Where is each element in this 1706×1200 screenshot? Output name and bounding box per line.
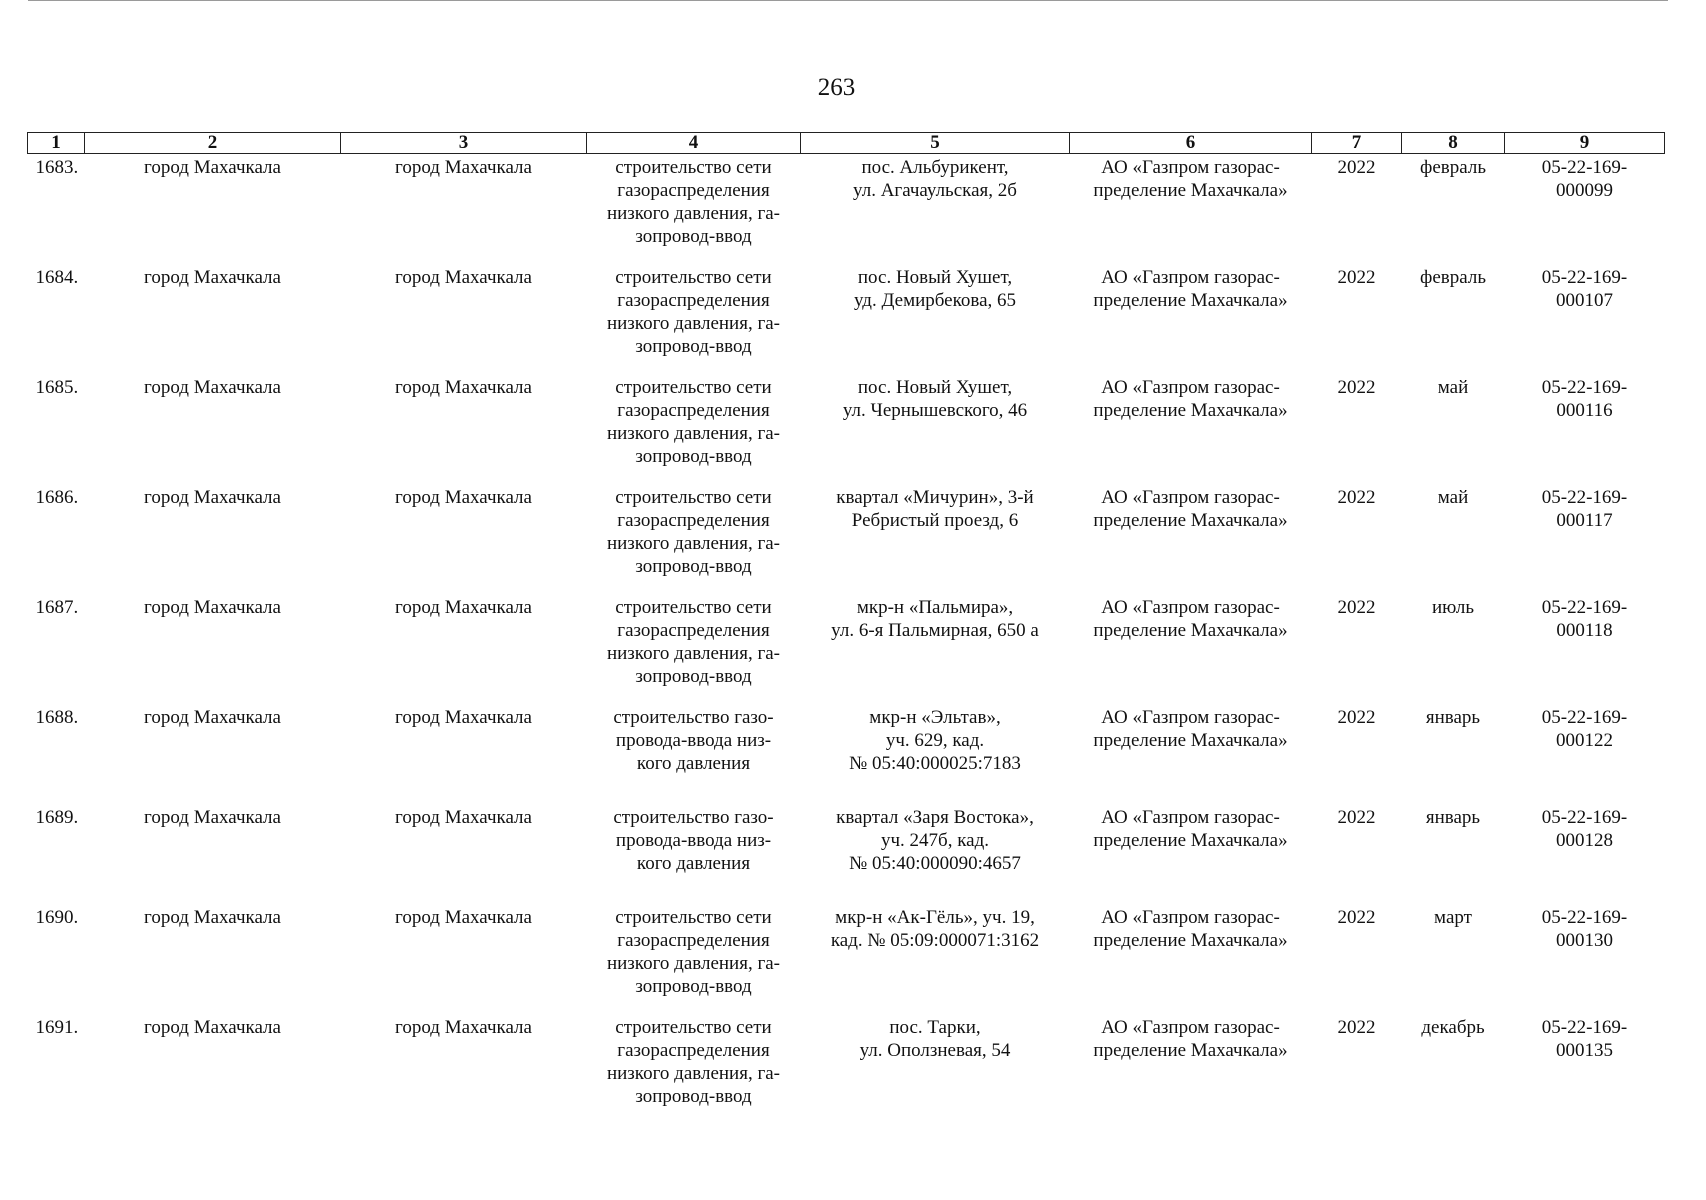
code-cell: 05-22-169- 000107 <box>1541 266 1628 311</box>
column-header-3: 3 <box>341 133 587 154</box>
address-cell: мкр-н «Эльтав», уч. 629, кад. № 05:40:000025:7183 <box>849 706 1021 774</box>
code-cell: 05-22-169- 000130 <box>1541 906 1628 951</box>
table-row <box>28 904 1665 1014</box>
column-header-7: 7 <box>1312 133 1402 154</box>
month-cell: февраль <box>1420 157 1486 178</box>
settlement-cell: город Махачкала <box>395 1016 532 1038</box>
code-cell: 05-22-169- 000118 <box>1541 596 1628 641</box>
municipality-cell: город Махачкала <box>144 266 281 288</box>
address-cell: пос. Альбурикент, ул. Агачаульская, 2б <box>853 157 1017 201</box>
object-cell: строительство сети газораспределения низкого давления, га- зопровод-ввод <box>606 266 781 357</box>
municipality-cell: город Махачкала <box>144 906 281 928</box>
month-cell: май <box>1437 486 1469 508</box>
organization-cell: АО «Газпром газорас- пределение Махачкала» <box>1093 596 1288 641</box>
year-cell: 2022 <box>1337 1016 1376 1038</box>
column-header-1: 1 <box>28 133 85 154</box>
month-cell: май <box>1437 376 1469 398</box>
column-header-5: 5 <box>801 133 1070 154</box>
settlement-cell: город Махачкала <box>395 157 532 178</box>
address-cell: пос. Тарки, ул. Оползневая, 54 <box>859 1016 1011 1061</box>
column-header-2: 2 <box>85 133 341 154</box>
table-row <box>28 154 1665 264</box>
table-row <box>28 804 1665 904</box>
organization-cell: АО «Газпром газорас- пределение Махачкала» <box>1093 486 1288 531</box>
object-cell: строительство сети газораспределения низкого давления, га- зопровод-ввод <box>606 1016 781 1107</box>
settlement-cell: город Махачкала <box>395 906 532 928</box>
row-number: 1687. <box>35 596 79 618</box>
row-number: 1685. <box>35 376 79 398</box>
organization-cell: АО «Газпром газорас- пределение Махачкала» <box>1093 157 1288 201</box>
object-cell: строительство сети газораспределения низкого давления, га- зопровод-ввод <box>606 157 781 247</box>
year-cell: 2022 <box>1337 906 1376 928</box>
settlement-cell: город Махачкала <box>395 266 532 288</box>
municipality-cell: город Махачкала <box>144 486 281 508</box>
column-header-8: 8 <box>1402 133 1505 154</box>
address-cell: мкр-н «Пальмира», ул. 6-я Пальмирная, 650 а <box>831 596 1039 641</box>
settlement-cell: город Махачкала <box>395 806 532 828</box>
object-cell: строительство сети газораспределения низкого давления, га- зопровод-ввод <box>606 486 781 577</box>
code-cell: 05-22-169- 000128 <box>1541 806 1628 851</box>
code-cell: 05-22-169- 000135 <box>1541 1016 1628 1061</box>
row-number: 1690. <box>35 906 79 928</box>
organization-cell: АО «Газпром газорас- пределение Махачкала» <box>1093 376 1288 421</box>
column-header-6: 6 <box>1070 133 1312 154</box>
table-row <box>28 374 1665 484</box>
row-number: 1689. <box>35 806 79 828</box>
year-cell: 2022 <box>1337 486 1376 508</box>
code-cell: 05-22-169- 000122 <box>1541 706 1628 751</box>
year-cell: 2022 <box>1337 596 1376 618</box>
organization-cell: АО «Газпром газорас- пределение Махачкала» <box>1093 706 1288 751</box>
settlement-cell: город Махачкала <box>395 486 532 508</box>
row-number: 1688. <box>35 706 79 728</box>
row-number: 1691. <box>35 1016 79 1038</box>
organization-cell: АО «Газпром газорас- пределение Махачкала» <box>1093 806 1288 851</box>
header-row <box>28 133 1665 154</box>
year-cell: 2022 <box>1337 806 1376 828</box>
month-cell: январь <box>1425 706 1481 728</box>
address-cell: мкр-н «Ак-Гёль», уч. 19, кад. № 05:09:000071:3162 <box>830 906 1040 951</box>
month-cell: январь <box>1425 806 1481 828</box>
year-cell: 2022 <box>1337 266 1376 288</box>
address-cell: квартал «Заря Востока», уч. 247б, кад. № 05:40:000090:4657 <box>836 806 1034 874</box>
month-cell: февраль <box>1420 266 1486 288</box>
table-row <box>28 704 1665 804</box>
municipality-cell: город Махачкала <box>144 376 281 398</box>
code-cell: 05-22-169- 000099 <box>1541 157 1628 201</box>
municipality-cell: город Махачкала <box>144 706 281 728</box>
row-number: 1683. <box>35 157 79 178</box>
settlement-cell: город Махачкала <box>395 376 532 398</box>
year-cell: 2022 <box>1337 706 1376 728</box>
settlement-cell: город Махачкала <box>395 706 532 728</box>
address-cell: пос. Новый Хушет, уд. Демирбекова, 65 <box>853 266 1017 311</box>
municipality-cell: город Махачкала <box>144 157 281 178</box>
address-cell: квартал «Мичурин», 3-й Ребристый проезд, 6 <box>836 486 1034 531</box>
month-cell: декабрь <box>1421 1016 1485 1038</box>
code-cell: 05-22-169- 000116 <box>1541 376 1628 421</box>
month-cell: март <box>1434 906 1472 928</box>
organization-cell: АО «Газпром газорас- пределение Махачкала» <box>1093 1016 1288 1061</box>
object-cell: строительство сети газораспределения низкого давления, га- зопровод-ввод <box>606 906 781 997</box>
table-row <box>28 484 1665 594</box>
organization-cell: АО «Газпром газорас- пределение Махачкала» <box>1093 266 1288 311</box>
year-cell: 2022 <box>1337 376 1376 398</box>
row-number: 1684. <box>35 266 79 288</box>
month-cell: июль <box>1431 596 1475 618</box>
municipality-cell: город Махачкала <box>144 596 281 618</box>
object-cell: строительство сети газораспределения низкого давления, га- зопровод-ввод <box>606 596 781 687</box>
table-row <box>28 264 1665 374</box>
organization-cell: АО «Газпром газорас- пределение Махачкала» <box>1093 906 1288 951</box>
top-rule <box>28 0 1668 1</box>
object-cell: строительство газо- провода-ввода низ- кого давления <box>613 806 774 874</box>
column-header-9: 9 <box>1505 133 1665 154</box>
column-header-4: 4 <box>587 133 801 154</box>
address-cell: пос. Новый Хушет, ул. Чернышевского, 46 <box>842 376 1028 421</box>
registry-table <box>27 132 1665 1124</box>
municipality-cell: город Махачкала <box>144 1016 281 1038</box>
object-cell: строительство газо- провода-ввода низ- кого давления <box>613 706 774 774</box>
row-number: 1686. <box>35 486 79 508</box>
page-number: 263 <box>817 74 856 101</box>
code-cell: 05-22-169- 000117 <box>1541 486 1628 531</box>
object-cell: строительство сети газораспределения низкого давления, га- зопровод-ввод <box>606 376 781 467</box>
municipality-cell: город Махачкала <box>144 806 281 828</box>
table-row <box>28 1014 1665 1124</box>
table-row <box>28 594 1665 704</box>
year-cell: 2022 <box>1337 157 1376 178</box>
settlement-cell: город Махачкала <box>395 596 532 618</box>
